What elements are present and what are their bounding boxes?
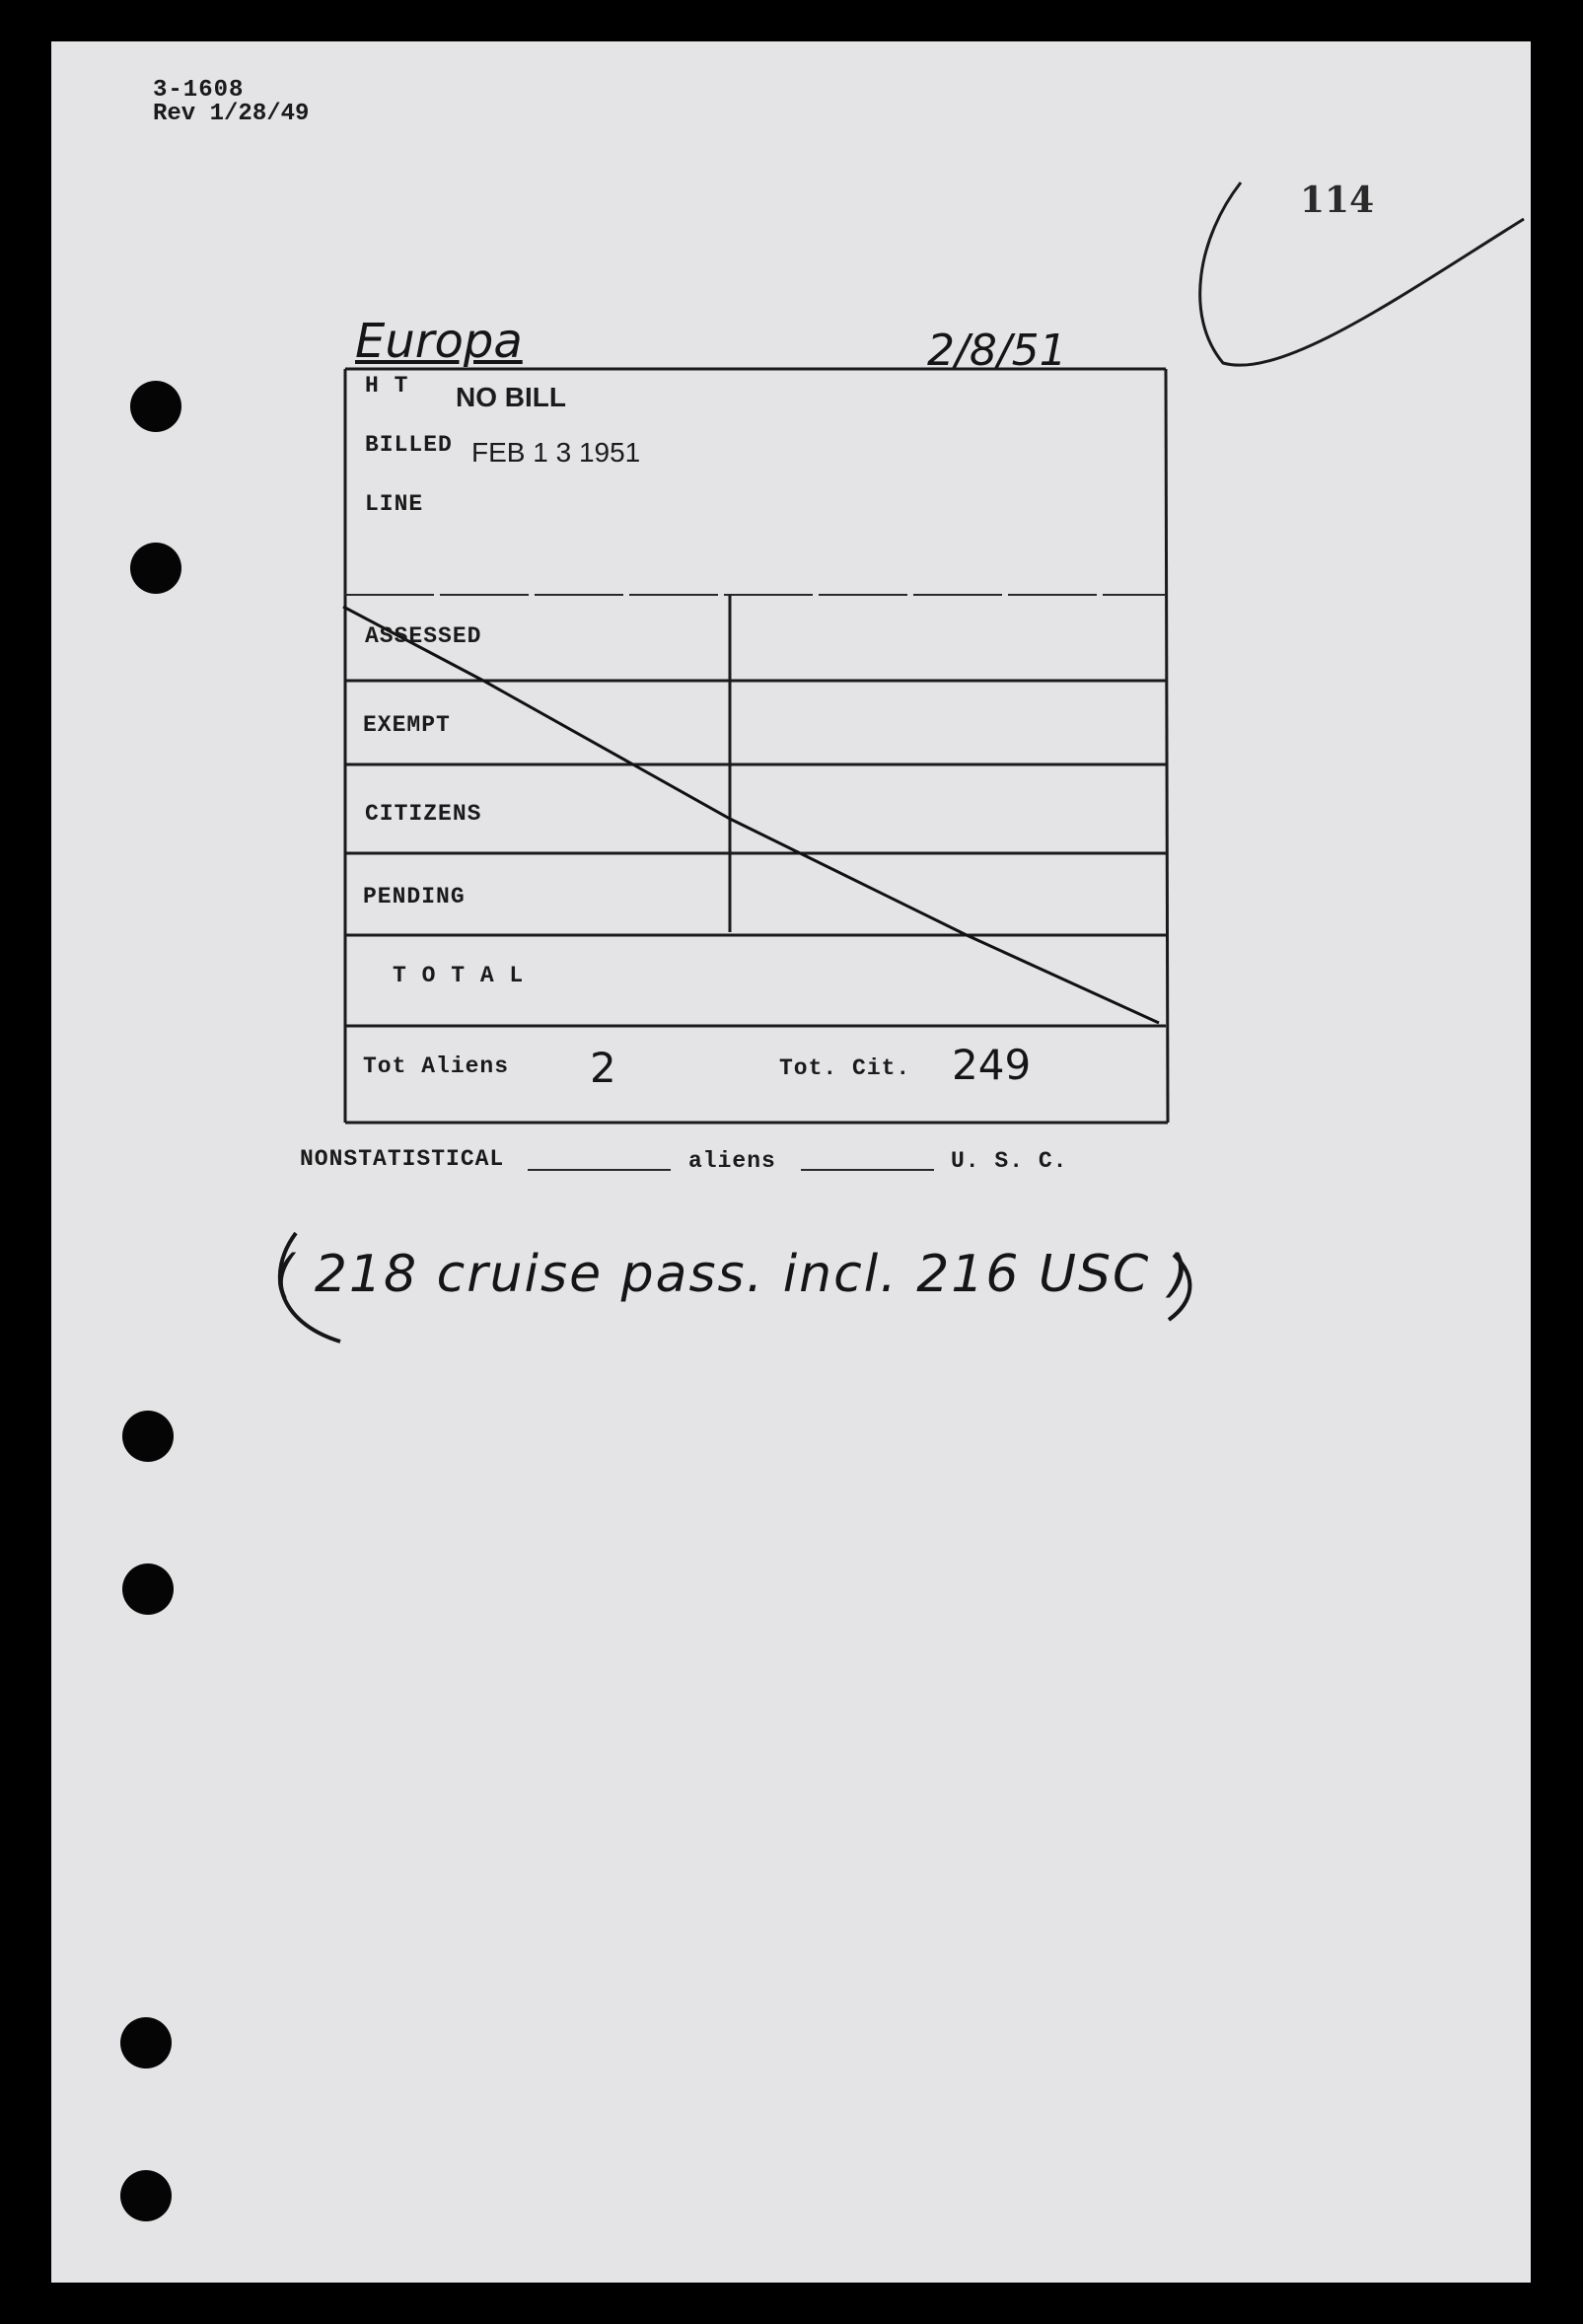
billed-date-stamp: FEB 1 3 1951	[471, 437, 641, 468]
total-label: T O T A L	[393, 963, 525, 988]
tot-cit-value: 249	[952, 1041, 1032, 1089]
pending-label: PENDING	[363, 884, 466, 909]
no-bill-stamp: NO BILL	[456, 382, 566, 412]
exempt-label: EXEMPT	[363, 712, 451, 738]
tot-aliens-label: Tot Aliens	[363, 1053, 510, 1079]
nonstatistical-blank	[528, 1169, 671, 1171]
tot-cit-label: Tot. Cit.	[779, 1055, 911, 1081]
cruise-note: ( 218 cruise pass. incl. 216 USC )	[274, 1245, 1191, 1304]
vessel-name: Europa	[355, 314, 523, 369]
aliens-blank	[801, 1169, 934, 1171]
ht-label: H T	[365, 373, 409, 399]
citizens-label: CITIZENS	[365, 801, 482, 827]
manifest-date: 2/8/51	[927, 326, 1067, 376]
usc-label: U. S. C.	[951, 1148, 1068, 1174]
page-number: 114	[1300, 180, 1375, 221]
check-mark	[1200, 182, 1524, 365]
assessed-label: ASSESSED	[365, 623, 482, 649]
aliens-label: aliens	[688, 1148, 776, 1174]
form-number: 3-1608	[153, 77, 245, 104]
form-revision: Rev 1/28/49	[153, 101, 310, 127]
line-label: LINE	[365, 491, 424, 517]
billed-label: BILLED	[365, 432, 453, 458]
nonstatistical-label: NONSTATISTICAL	[300, 1146, 505, 1172]
tot-aliens-value: 2	[590, 1044, 616, 1092]
